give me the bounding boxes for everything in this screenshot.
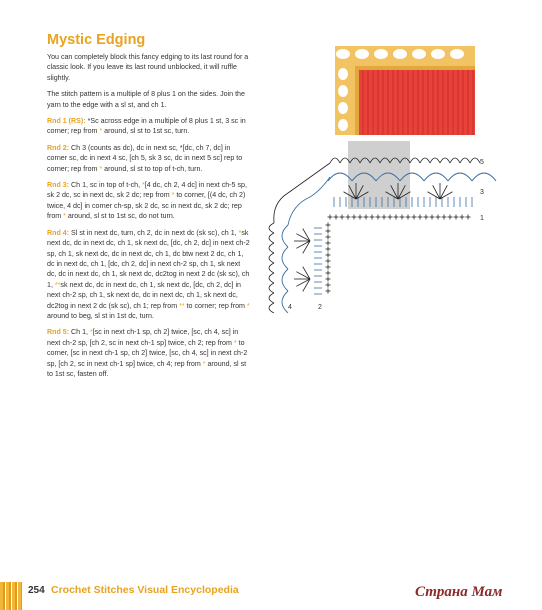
repeat-marker: * (171, 191, 175, 200)
chain-arc (282, 269, 288, 291)
picot-loop (269, 303, 274, 313)
picot-loop (430, 158, 440, 163)
picot-loop (330, 158, 340, 163)
chain-arc (448, 173, 472, 181)
repeat-marker: * (202, 359, 206, 368)
repeat-marker: ** (54, 280, 61, 289)
intro-paragraph: You can completely block this fancy edging to its last round for a classic look. If you leave its last round unblocked, it will ruffle slightly. (47, 53, 249, 82)
repeat-marker: * (63, 212, 66, 221)
lace-hole (412, 49, 426, 59)
round-label: Rnd 5: (47, 328, 70, 337)
round-text: *Sc across edge in a multiple of 8 plus 1 st, 3 sc in corner; rep from (47, 117, 246, 136)
round-text: around, sl st to 1st sc, turn. (102, 127, 190, 136)
repeat-marker: * (233, 338, 237, 347)
rounds-list (47, 116, 250, 379)
stitch-chart (258, 133, 498, 313)
stitch-chart-graphic (258, 133, 498, 313)
row-number: 5 (480, 159, 484, 166)
book-title: Crochet Stitches Visual Encyclopedia (51, 584, 239, 596)
round-label: Rnd 3: (47, 181, 70, 190)
lace-hole (450, 49, 464, 59)
round-text: around, sl st to 1st sc, do not turn. (65, 212, 175, 221)
picot-loop (470, 158, 480, 163)
picot-loop (269, 243, 274, 253)
picot-loop (450, 158, 460, 163)
chain-arc (282, 247, 288, 269)
repeat-marker: ** (179, 301, 185, 310)
chain-arc (282, 225, 288, 247)
picot-loop (269, 273, 274, 283)
round-text: Ch 1, sc in top of t-ch, (69, 181, 143, 190)
round-text: Ch 3 (counts as dc), dc in next sc, *[dc, ch 7, dc] in corner sc, dc in next 4 sc, [ch 5, sk 3 sc, dc in next 5 sc] rep to corner; rep from (47, 143, 243, 173)
lace-hole (338, 85, 348, 97)
picot-loop (269, 223, 274, 233)
round-text: around, sl st to 1st sc, fasten off. (47, 359, 247, 378)
chain-arc (472, 173, 496, 181)
pattern-text-column (47, 52, 250, 385)
row-number-bottom: 4 (288, 304, 292, 311)
round-text: around to beg, sl st in 1st dc, turn. (47, 311, 154, 320)
picot-loop (269, 283, 274, 293)
lace-hole (355, 49, 369, 59)
lace-hole (336, 49, 350, 59)
round-text: [4 dc, ch 2, 4 dc] in next ch-5 sp, sk 2 dc, sc in next dc, sk 2 dc; rep from (47, 181, 247, 200)
repeat-marker: * (246, 301, 250, 310)
round-text: Sl st in next dc, turn, ch 2, dc in next dc (sk sc), ch 1, (69, 228, 239, 237)
lace-hole (393, 49, 407, 59)
lace-hole (374, 49, 388, 59)
edge-row (355, 66, 359, 135)
picot-loop (420, 158, 430, 163)
picot-loop (269, 233, 274, 243)
picot-loop (269, 263, 274, 273)
chain-arc (424, 173, 448, 181)
picot-loop (269, 293, 274, 303)
repeat-marker: * (89, 328, 93, 337)
lace-hole (338, 102, 348, 114)
round-instruction (47, 116, 250, 137)
round-instruction (47, 228, 250, 322)
round-instruction (47, 327, 250, 379)
round-text: sk next dc, dc in next dc, ch 1, sk next dc, [dc, ch 2, dc] in next ch-2 sp, ch 1, sk next dc, dc in next dc, ch 1, sk next dc, dc2tog in next 2 dc (sk sc), ch 1; rep from (47, 280, 242, 310)
repeat-marker: * (99, 127, 103, 136)
lace-hole (338, 68, 348, 80)
picot-loop (410, 158, 420, 163)
corner-loop (274, 163, 330, 223)
round-text: sk next dc, dc in next dc, ch 1, sk next dc, [dc, ch 2, dc] in next ch-2 sp, ch 1, sk next dc, dc in next dc, ch 1, dc btw next 2 dc, ch 1, dc in next dc, ch 1, [dc, ch 2, dc] in next ch-2 sp, ch 1, sk next dc, dc in next dc, ch 1, sk next dc, dc2tog in next 2 dc (sk sc), ch 1, (47, 228, 250, 289)
repeat-marker: * (238, 228, 242, 237)
lace-hole (338, 119, 348, 131)
picot-loop (269, 253, 274, 263)
site-watermark: Страна Мам (415, 584, 503, 600)
row-number-bottom: 2 (318, 304, 322, 311)
round-text: to corner, [sc in next ch-1 sp, ch 2] twice, [sc, ch 4, sc] in next ch-2 sp, [ch 2, sc in next ch-1 sp] twice, ch 4; rep from (47, 338, 248, 368)
round-label: Rnd 2: (47, 143, 70, 152)
round-instruction (47, 143, 250, 174)
round-text: to corner, [(4 dc, ch 2) twice, 4 dc] in corner ch-sp, sk 2 dc, sc in next dc, sk 2 dc; rep from (47, 191, 246, 221)
lace-hole (431, 49, 445, 59)
footer-color-bar (0, 582, 22, 610)
repeat-marker: * (99, 164, 103, 173)
repeat-marker: * (142, 181, 145, 190)
row-number-labels (480, 159, 484, 222)
round-text: [sc in next ch-1 sp, ch 2] twice, [sc, ch 4, sc] in next ch-2 sp, [ch 2, sc in next ch-1 sp] twice, ch 2; rep from (47, 328, 239, 347)
edging-photo (329, 40, 475, 135)
round-text: around, sl st to top of t-ch, turn. (102, 164, 203, 173)
edge-row (355, 66, 475, 70)
round-instruction (47, 180, 250, 222)
corner-loop (288, 177, 330, 225)
page-title: Mystic Edging (47, 32, 146, 48)
picot-loop (440, 158, 450, 163)
row-number: 1 (480, 215, 484, 222)
page-number: 254 (28, 585, 45, 596)
round-text: to corner; rep from (184, 301, 247, 310)
picot-loop (460, 158, 470, 163)
row-number: 3 (480, 189, 484, 196)
round-text: Ch 1, (69, 328, 90, 337)
round-label: Rnd 4: (47, 228, 70, 237)
setup-paragraph: The stitch pattern is a multiple of 8 plus 1 on the sides. Join the yarn to the edge with a sl st, and ch 1. (47, 90, 245, 109)
edging-photo-graphic (329, 40, 475, 135)
round-label: Rnd 1 (RS): (47, 117, 86, 126)
